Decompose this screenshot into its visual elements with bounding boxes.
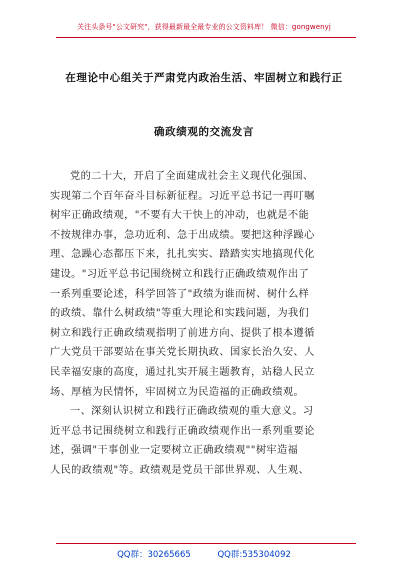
qq-group-link-1[interactable]: QQ群：30265665 bbox=[117, 550, 191, 560]
body-line: 人民的政绩观"等。政绩观是党员干部世界观、人生观、 bbox=[50, 464, 310, 476]
document-title-line-2: 确政绩观的交流发言 bbox=[154, 126, 254, 138]
body-line: 理、急躁心态都压下来，扎扎实实、踏踏实实地搞现代化 bbox=[50, 249, 315, 261]
body-line: 树牢正确政绩观，"不要有大干快上的冲动，也就是不能 bbox=[50, 210, 310, 222]
document-title-line-1: 在理论中心组关于严肃党内政治生活、牢固树立和践行正 bbox=[65, 72, 343, 84]
header-banner: 关注头条号"公文研究"，获得最新最全最专业的公文资料库！ 微信：gongwenyj bbox=[77, 23, 331, 31]
body-line: 述，强调"干事创业一定要树立正确政绩观""树牢造福 bbox=[50, 445, 299, 457]
body-line: 的政绩、靠什么树政绩"等重大理论和实践问题，为我们 bbox=[50, 308, 310, 320]
body-line: 树立和践行正确政绩观指明了前进方向、提供了根本遵循 bbox=[50, 327, 315, 339]
document-body bbox=[50, 167, 360, 481]
qq-group-link-2[interactable]: QQ群:535304092 bbox=[217, 550, 291, 560]
footer bbox=[0, 548, 408, 560]
body-line: 场、厚植为民情怀，牢固树立为民造福的正确政绩观。 bbox=[50, 386, 305, 398]
footer-divider bbox=[56, 543, 356, 544]
body-line: 近平总书记围绕树立和践行正确政绩观作出一系列重要论 bbox=[50, 425, 315, 437]
body-line: 一、深刻认识树立和践行正确政绩观的重大意义。习 bbox=[70, 406, 314, 418]
body-line: 实现第二个百年奋斗目标新征程。习近平总书记一再叮嘱 bbox=[50, 190, 315, 202]
body-line: 不按规律办事，急功近利、急于出成绩。要把这种浮躁心 bbox=[50, 229, 315, 241]
body-line: 广大党员干部要站在事关党长期执政、国家长治久安、人 bbox=[50, 347, 315, 359]
body-line: 党的二十大，开启了全面建成社会主义现代化强国、 bbox=[70, 171, 314, 182]
body-line: 一系列重要论述，科学回答了"政绩为谁而树、树什么样 bbox=[50, 288, 310, 300]
header-divider bbox=[56, 37, 356, 38]
body-line: 建设。"习近平总书记围绕树立和践行正确政绩观作出了 bbox=[50, 268, 310, 280]
body-line: 民幸福安康的高度，通过扎实开展主题教育，站稳人民立 bbox=[50, 366, 315, 378]
